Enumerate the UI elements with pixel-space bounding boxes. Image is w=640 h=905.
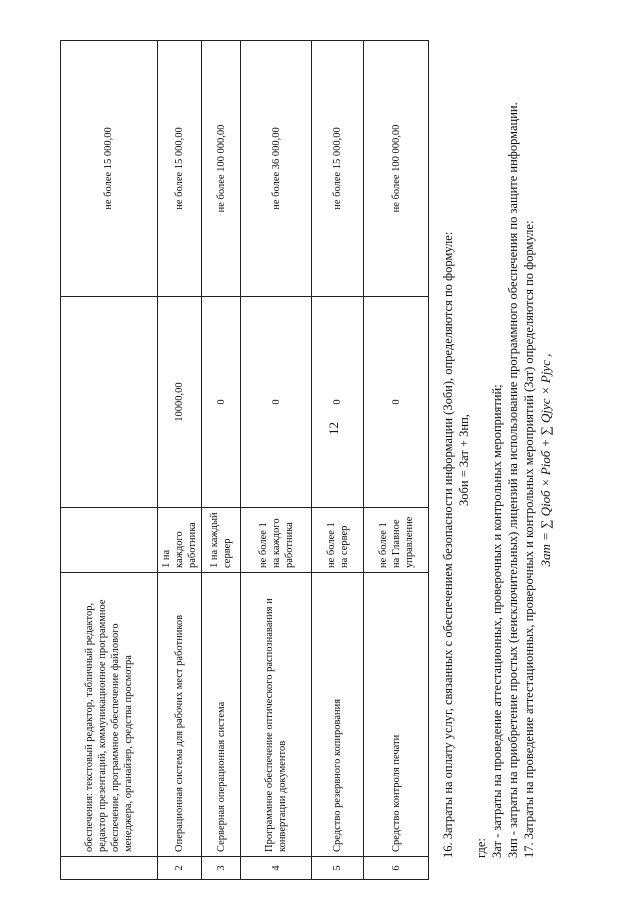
item-price: не более 100 000,00: [202, 41, 241, 297]
item-quantity: не более 1 на каждого работника: [241, 508, 312, 573]
where-label: где:: [473, 838, 488, 858]
item-name: Программное обеспечение оптического распознавания и конвертации документов: [241, 573, 312, 857]
table-row: [158, 41, 202, 880]
item-name: Серверная операционная система: [202, 573, 241, 857]
table-row: [364, 41, 429, 880]
row-number: 5: [312, 857, 364, 880]
table-row: [241, 41, 312, 880]
rotated-content: [60, 40, 580, 880]
item-quantity: [61, 508, 158, 573]
page-number: 12: [326, 422, 341, 435]
formula-17: Зат = ∑ Qiоб × Piоб + ∑ Qjус × Pjус ,: [537, 353, 553, 567]
item-count: 0: [241, 297, 312, 508]
item-count: [61, 297, 158, 508]
item-count: 0: [364, 297, 429, 508]
item-name: Средство резервного копирования: [312, 573, 364, 857]
body-text: [440, 40, 554, 880]
row-number: 3: [202, 857, 241, 880]
cost-table: [60, 40, 429, 880]
item-price: не более 36 000,00: [241, 41, 312, 297]
item-quantity: 1 на каждого работника: [158, 508, 202, 573]
table-row: [202, 41, 241, 880]
definition-zat: Зат - затраты на проведение аттестационных, проверочных и контрольных мероприятий;: [489, 384, 504, 858]
paragraph-17: 17. Затраты на проведение аттестационных, проверочных и контрольных мероприятий (Зат) определяются по формуле:: [522, 220, 537, 858]
item-count: 0: [312, 297, 364, 508]
item-quantity: не более 1 на сервер: [312, 508, 364, 573]
item-price: не более 100 000,00: [364, 41, 429, 297]
item-count: 0: [202, 297, 241, 508]
item-count: 10000,00: [158, 297, 202, 508]
paragraph-16: 16. Затраты на оплату услуг, связанных с обеспечением безопасности информации (Зоби), определяются по формуле:: [441, 231, 455, 858]
item-price: не более 15 000,00: [61, 41, 158, 297]
item-quantity: не более 1 на Главное управление: [364, 508, 429, 573]
item-name: обеспечения: текстовый редактор, табличный редактор, редактор презентаций, коммуникационное программное обеспечение, программное обеспечение файлового менеджера, органайзер, средства просмотра: [61, 573, 158, 857]
item-quantity: 1 на каждый сервер: [202, 508, 241, 573]
table-row: [61, 41, 158, 880]
table-row: [312, 41, 364, 880]
formula-16: Зоби = Зат + Знп,: [457, 414, 472, 506]
item-price: не более 15 000,00: [158, 41, 202, 297]
item-name: Средство контроля печати: [364, 573, 429, 857]
row-number: 4: [241, 857, 312, 880]
row-number: 6: [364, 857, 429, 880]
item-price: не более 15 000,00: [312, 41, 364, 297]
row-number: 2: [158, 857, 202, 880]
item-name: Операционная система для рабочих мест работников: [158, 573, 202, 857]
definition-znp: Знп - затраты на приобретение простых (неисключительных) лицензий на использование программного обеспечения по защите информации.: [506, 102, 520, 858]
row-number: [61, 857, 158, 880]
